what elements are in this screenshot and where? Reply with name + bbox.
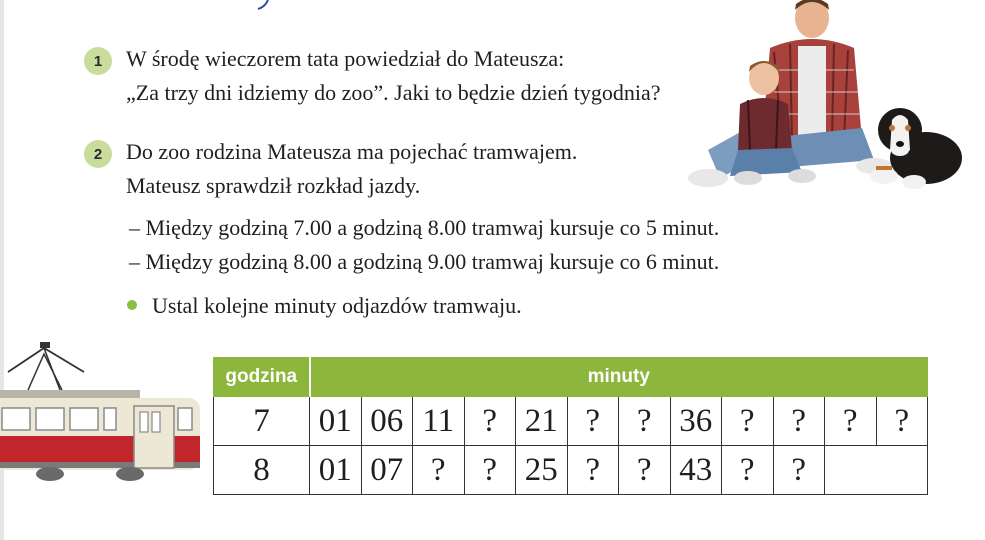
minute-cell: 25 bbox=[516, 446, 568, 495]
table-row bbox=[214, 397, 928, 446]
minute-cell: 01 bbox=[310, 397, 362, 446]
bullet-dot-icon bbox=[127, 300, 137, 310]
minutes-column-header: minuty bbox=[310, 358, 928, 397]
family-photo-illustration bbox=[678, 0, 978, 205]
minute-cell: 43 bbox=[670, 446, 722, 495]
minute-cell: 01 bbox=[310, 446, 362, 495]
task-text-line: W środę wieczorem tata powiedział do Mateusza: bbox=[126, 46, 565, 71]
table-header-row bbox=[214, 358, 928, 397]
task-number-badge: 1 bbox=[84, 47, 112, 75]
minute-cell: 11 bbox=[413, 397, 465, 446]
minute-cell: ? bbox=[567, 446, 619, 495]
task-text-line: „Za trzy dni idziemy do zoo”. Jaki to będzie dzień tygodnia? bbox=[126, 80, 661, 105]
minute-cell: ? bbox=[876, 397, 928, 446]
minute-cell: ? bbox=[773, 397, 825, 446]
minute-cell: 21 bbox=[516, 397, 568, 446]
minute-cell: ? bbox=[722, 446, 774, 495]
task-text-line: Mateusz sprawdził rozkład jazdy. bbox=[126, 173, 421, 198]
instruction-text: Ustal kolejne minuty odjazdów tramwaju. bbox=[152, 293, 522, 318]
decorative-stroke bbox=[256, 0, 270, 10]
minute-cell: ? bbox=[464, 397, 516, 446]
minute-cell: ? bbox=[413, 446, 465, 495]
table-row bbox=[214, 446, 928, 495]
schedule-line: – Między godziną 7.00 a godziną 8.00 tramwaj kursuje co 5 minut. bbox=[129, 215, 720, 240]
task-text-line: Do zoo rodzina Mateusza ma pojechać tramwajem. bbox=[126, 139, 578, 164]
minute-cell: ? bbox=[567, 397, 619, 446]
minute-cell: 06 bbox=[361, 397, 413, 446]
minute-cell: ? bbox=[619, 397, 671, 446]
schedule-line: – Między godziną 8.00 a godziną 9.00 tramwaj kursuje co 6 minut. bbox=[129, 249, 720, 274]
minute-cell: ? bbox=[722, 397, 774, 446]
minute-cell: 07 bbox=[361, 446, 413, 495]
hour-column-header: godzina bbox=[214, 358, 310, 397]
hour-cell: 8 bbox=[214, 446, 310, 495]
minute-cell: ? bbox=[464, 446, 516, 495]
minute-cell: ? bbox=[619, 446, 671, 495]
minute-cell: 36 bbox=[670, 397, 722, 446]
hour-cell: 7 bbox=[214, 397, 310, 446]
task-number-badge: 2 bbox=[84, 140, 112, 168]
departure-timetable bbox=[213, 357, 928, 495]
tram-illustration bbox=[0, 340, 210, 490]
minute-cell: ? bbox=[825, 397, 877, 446]
empty-cell bbox=[825, 446, 928, 495]
minute-cell: ? bbox=[773, 446, 825, 495]
